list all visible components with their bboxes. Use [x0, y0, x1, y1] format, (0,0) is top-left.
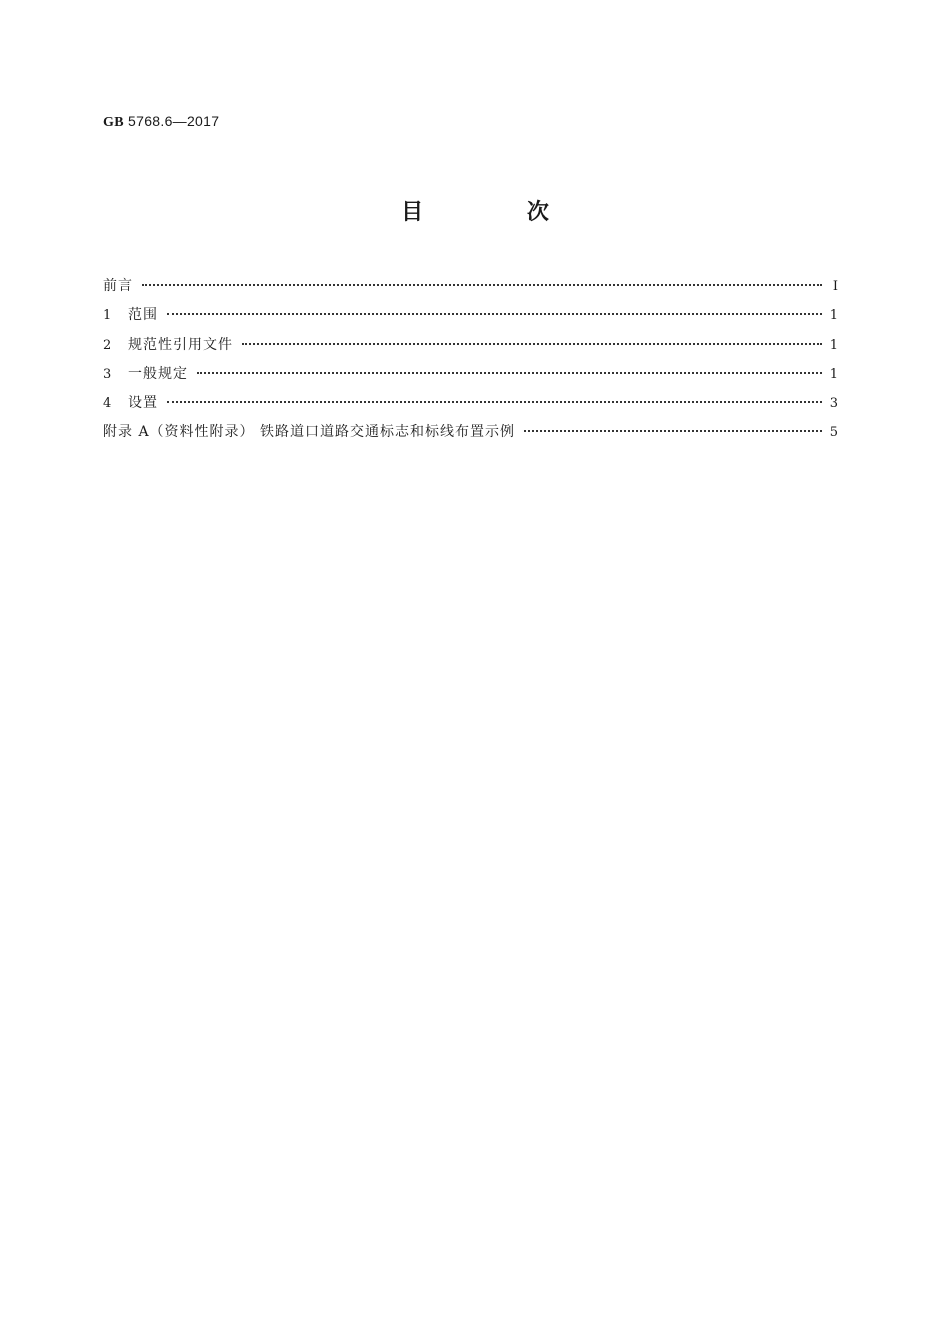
toc-entry-page: 1 [829, 366, 838, 382]
toc-entry-number: 3 [103, 366, 112, 382]
toc-entry-label: 规范性引用文件 [128, 336, 233, 353]
toc-entry-page: 1 [829, 337, 838, 353]
toc-leader-dots [524, 430, 822, 432]
toc-entry-page: Ⅰ [832, 279, 838, 294]
toc-entry-number: 2 [103, 337, 112, 353]
toc-entry-foreword[interactable] [103, 275, 838, 304]
toc-entry-label: 设置 [128, 395, 158, 412]
toc-entry-number: 1 [103, 308, 112, 324]
toc-entry-label: 前言 [103, 278, 133, 294]
toc-leader-dots [197, 372, 822, 374]
standard-code: 5768.6—2017 [128, 113, 220, 129]
toc-entry-appendix-a[interactable] [103, 421, 838, 450]
table-of-contents [103, 275, 838, 451]
toc-entry-scope[interactable] [103, 304, 838, 333]
toc-entry-number: 4 [103, 396, 112, 412]
toc-entry-page: 3 [829, 396, 838, 412]
standard-header [103, 113, 219, 131]
toc-entry-label: 附录 A（资料性附录） 铁路道口道路交通标志和标线布置示例 [103, 424, 516, 441]
standard-prefix: GB [103, 115, 124, 130]
toc-leader-dots [242, 343, 822, 345]
toc-entry-page: 5 [829, 425, 838, 441]
toc-leader-dots [167, 313, 822, 315]
toc-leader-dots [142, 284, 822, 286]
toc-leader-dots [167, 401, 822, 403]
toc-entry-general-provisions[interactable] [103, 363, 838, 392]
toc-entry-page: 1 [829, 308, 838, 324]
toc-entry-label: 一般规定 [128, 365, 188, 382]
toc-entry-normative-references[interactable] [103, 334, 838, 363]
page-title: 目 次 [401, 200, 597, 225]
toc-entry-setting[interactable] [103, 392, 838, 421]
toc-entry-label: 范围 [128, 307, 158, 324]
